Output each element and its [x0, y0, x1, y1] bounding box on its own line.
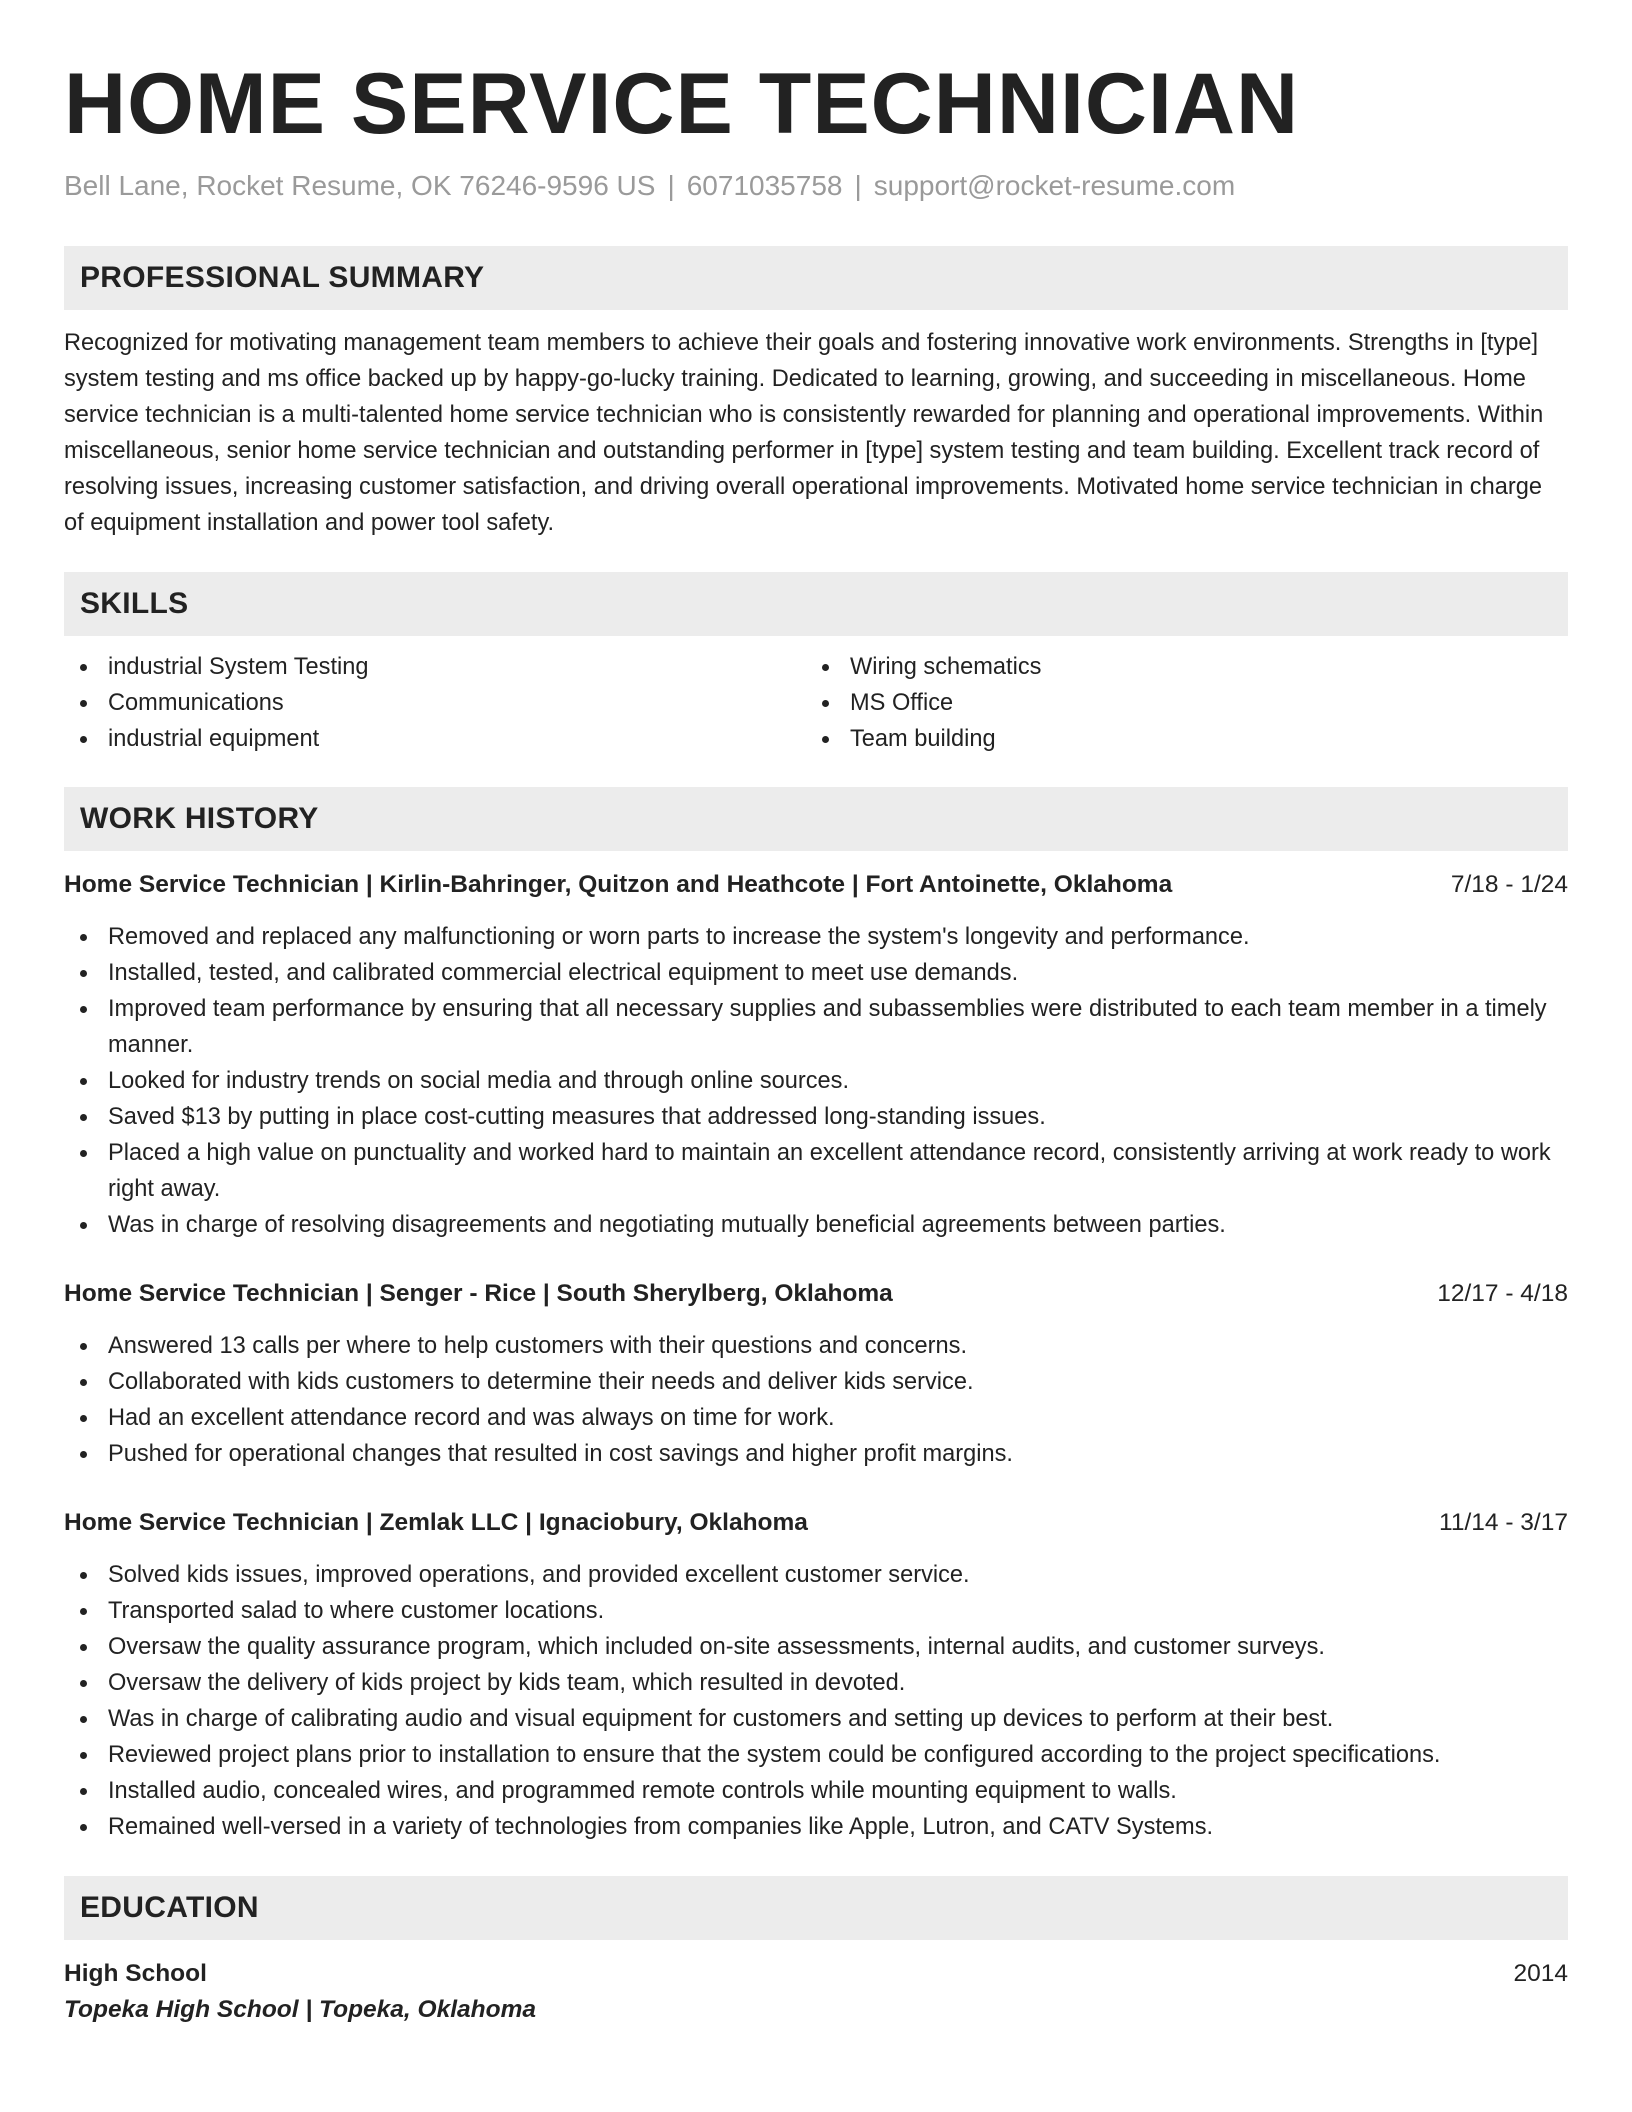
skills-heading: SKILLS: [64, 572, 1568, 636]
job-bullet: Reviewed project plans prior to installation to ensure that the system could be configured according to the project specifications.: [64, 1737, 1568, 1773]
job-bullet: Saved $13 by putting in place cost-cutting measures that addressed long-standing issues.: [64, 1099, 1568, 1135]
resume-page: [64, 0, 1568, 2028]
job-bullet: Answered 13 calls per where to help customers with their questions and concerns.: [64, 1328, 1568, 1364]
job-bullet: Collaborated with kids customers to determine their needs and deliver kids service.: [64, 1364, 1568, 1400]
job-bullet: Had an excellent attendance record and was always on time for work.: [64, 1400, 1568, 1436]
education-header: [64, 1956, 1568, 1992]
job-bullet: Was in charge of calibrating audio and visual equipment for customers and setting up devices to perform at their best.: [64, 1701, 1568, 1737]
job-entry: [64, 867, 1568, 1243]
job-bullet: Installed, tested, and calibrated commercial electrical equipment to meet use demands.: [64, 955, 1568, 991]
job-entry: [64, 1505, 1568, 1845]
skill-item: industrial System Testing: [64, 649, 806, 685]
education-heading: EDUCATION: [64, 1876, 1568, 1940]
job-bullet: Pushed for operational changes that resulted in cost savings and higher profit margins.: [64, 1436, 1568, 1472]
job-dates: 12/17 - 4/18: [1437, 1280, 1568, 1307]
job-bullets: [64, 1328, 1568, 1472]
job-bullet: Transported salad to where customer locations.: [64, 1593, 1568, 1629]
job-bullet: Removed and replaced any malfunctioning or worn parts to increase the system's longevity and performance.: [64, 919, 1568, 955]
education-school: Topeka High School | Topeka, Oklahoma: [64, 1996, 536, 2023]
contact-phone: 6071035758: [686, 170, 843, 201]
job-bullet: Placed a high value on punctuality and worked hard to maintain an excellent attendance record, consistently arriving at work ready to work right away.: [64, 1135, 1568, 1207]
job-bullet: Solved kids issues, improved operations, and provided excellent customer service.: [64, 1557, 1568, 1593]
skill-item: Communications: [64, 685, 806, 721]
contact-address: Bell Lane, Rocket Resume, OK 76246-9596 US: [64, 170, 656, 201]
job-bullet: Oversaw the delivery of kids project by kids team, which resulted in devoted.: [64, 1665, 1568, 1701]
contact-email: support@rocket-resume.com: [873, 170, 1236, 201]
skill-item: MS Office: [806, 685, 1548, 721]
summary-text: Recognized for motivating management team members to achieve their goals and fostering innovative work environments. Strengths in [type] system testing and ms office backed up by happy-go-lucky training. Dedicated to learning, growing, and succeeding in miscellaneous. Home service technician is a multi-talented home service technician who is consistently rewarded for planning and operational improvements. Within miscellaneous, senior home service technician and outstanding performer in [type] system testing and team building. Excellent track record of resolving issues, increasing customer satisfaction, and driving overall operational improvements. Motivated home service technician in charge of equipment installation and power tool safety.: [64, 330, 1544, 536]
skill-item: industrial equipment: [64, 721, 806, 757]
skill-item: Team building: [806, 721, 1548, 757]
job-bullet: Remained well-versed in a variety of technologies from companies like Apple, Lutron, and CATV Systems.: [64, 1809, 1568, 1845]
skills-column-left: [64, 649, 806, 757]
job-bullets: [64, 919, 1568, 1243]
job-bullet: Was in charge of resolving disagreements and negotiating mutually beneficial agreements between parties.: [64, 1207, 1568, 1243]
job-title: Home Service Technician | Zemlak LLC | Ignaciobury, Oklahoma: [64, 1509, 808, 1536]
job-header: [64, 1505, 1568, 1541]
education-degree: High School: [64, 1960, 207, 1987]
skill-item: Wiring schematics: [806, 649, 1548, 685]
candidate-name: HOME SERVICE TECHNICIAN: [64, 56, 1300, 152]
summary-heading: PROFESSIONAL SUMMARY: [64, 246, 1568, 310]
job-bullet: Improved team performance by ensuring that all necessary supplies and subassemblies were distributed to each team member in a timely manner.: [64, 991, 1568, 1063]
job-bullets: [64, 1557, 1568, 1845]
job-title: Home Service Technician | Senger - Rice | South Sherylberg, Oklahoma: [64, 1280, 893, 1307]
job-entry: [64, 1276, 1568, 1472]
education-entry: [64, 1956, 1568, 2028]
contact-separator: |: [854, 170, 862, 201]
skills-column-right: [806, 649, 1548, 757]
job-bullet: Oversaw the quality assurance program, which included on-site assessments, internal audits, and customer surveys.: [64, 1629, 1568, 1665]
contact-line: [64, 168, 1568, 204]
work-history-heading: WORK HISTORY: [64, 787, 1568, 851]
job-bullet: Installed audio, concealed wires, and programmed remote controls while mounting equipment to walls.: [64, 1773, 1568, 1809]
contact-separator: |: [667, 170, 675, 201]
job-dates: 11/14 - 3/17: [1439, 1509, 1568, 1536]
job-bullet: Looked for industry trends on social media and through online sources.: [64, 1063, 1568, 1099]
skills-grid: [64, 649, 1568, 757]
education-year: 2014: [1513, 1960, 1568, 1987]
job-header: [64, 867, 1568, 903]
job-header: [64, 1276, 1568, 1312]
job-dates: 7/18 - 1/24: [1450, 871, 1568, 898]
job-title: Home Service Technician | Kirlin-Bahringer, Quitzon and Heathcote | Fort Antoinette, Oklahoma: [64, 871, 1173, 898]
